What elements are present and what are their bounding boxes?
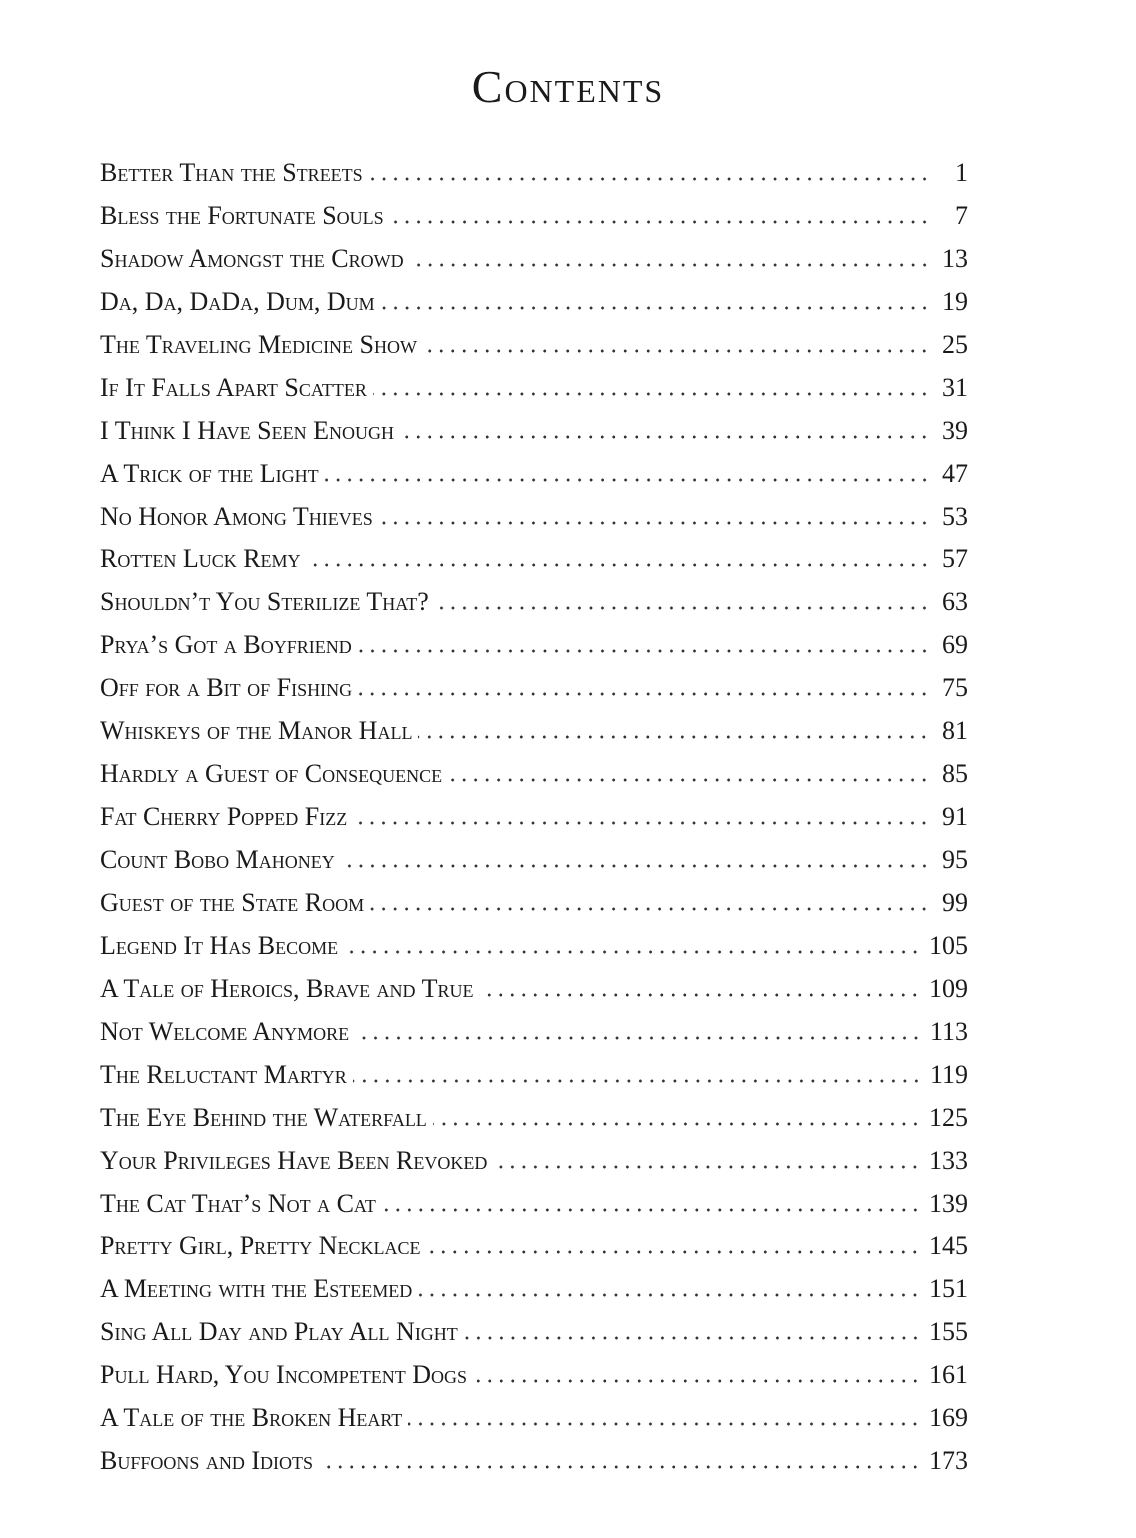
toc-entry [100, 971, 968, 1014]
dot-leader [418, 1273, 921, 1299]
entry-page-number: 155 [929, 1317, 968, 1347]
dot-leader [355, 1016, 922, 1042]
dot-leader [373, 372, 930, 398]
entry-title: Better Than the Streets [100, 158, 363, 187]
toc-entry [100, 1100, 968, 1143]
toc-entry [100, 413, 968, 456]
entry-page-number: 81 [942, 716, 968, 746]
entry-page-number: 13 [942, 243, 968, 273]
toc-entry [100, 1228, 968, 1271]
toc-entry [100, 713, 968, 756]
entry-title: If It Falls Apart Scatter [100, 372, 367, 402]
entry-page-number: 145 [929, 1231, 968, 1261]
entry-page-number: 139 [929, 1188, 968, 1218]
entry-title: Pretty Girl, Pretty Necklace [100, 1231, 421, 1261]
entry-title: Pull Hard, You Incompetent Dogs [100, 1360, 467, 1390]
dot-leader [423, 329, 930, 355]
entry-page-number: 85 [942, 759, 968, 789]
toc-entry [100, 284, 968, 327]
entry-page-number: 75 [942, 673, 968, 703]
toc-entry [100, 1014, 968, 1057]
entry-page-number: 133 [929, 1145, 968, 1175]
dot-leader [381, 286, 930, 312]
entry-title: No Honor Among Thieves [100, 501, 373, 531]
entry-page-number: 7 [955, 200, 968, 230]
toc-entry [100, 799, 968, 842]
entry-page-number: 119 [929, 1059, 968, 1089]
entry-page-number: 53 [942, 501, 968, 531]
entry-title: Da, Da, DaDa, Dum, Dum [100, 286, 375, 316]
entry-title: The Reluctant Martyr [100, 1059, 347, 1089]
toc-entry [100, 1143, 968, 1186]
dot-leader [426, 1230, 921, 1256]
entry-page-number: 39 [942, 415, 968, 445]
entry-title: Your Privileges Have Been Revoked [100, 1145, 488, 1175]
dot-leader [418, 715, 930, 741]
page-title: Contents [471, 61, 665, 112]
toc-entry [100, 241, 968, 284]
entry-title: Rotten Luck Remy [100, 544, 301, 574]
entry-title: Prya’s Got a Boyfriend [100, 630, 352, 660]
dot-leader [464, 1316, 921, 1342]
toc-entry [100, 756, 968, 799]
entry-title: Hardly a Guest of Consequence [100, 759, 443, 789]
toc-entry [100, 1057, 968, 1100]
toc-entry [100, 1443, 968, 1486]
dot-leader [307, 543, 930, 569]
toc-entry [100, 456, 968, 499]
entry-title: A Tale of the Broken Heart [100, 1403, 403, 1433]
dot-leader [410, 243, 930, 269]
dot-leader [493, 1145, 921, 1171]
entry-page-number: 69 [942, 630, 968, 660]
dot-leader [369, 157, 930, 183]
entry-page-number: 57 [942, 544, 968, 574]
dot-leader [358, 629, 930, 655]
entry-page-number: 151 [929, 1274, 968, 1304]
dot-leader [479, 973, 921, 999]
entry-title: A Trick of the Light [100, 458, 319, 488]
entry-title: Whiskeys of the Manor Hall [100, 716, 413, 746]
entry-title: Fat Cherry Popped Fizz [100, 802, 348, 832]
toc-entry [100, 1400, 968, 1443]
toc-entry [100, 670, 968, 713]
entry-title: A Tale of Heroics, Brave and True [100, 973, 474, 1003]
entry-page-number: 161 [929, 1360, 968, 1390]
entry-page-number: 169 [929, 1403, 968, 1433]
entry-page-number: 173 [929, 1446, 968, 1476]
dot-leader [448, 758, 930, 784]
dot-leader [473, 1359, 921, 1385]
entry-title: Bless the Fortunate Souls [100, 200, 384, 230]
toc-entry [100, 928, 968, 971]
dot-leader [408, 1402, 921, 1428]
dot-leader [341, 844, 930, 870]
dot-leader [382, 1188, 921, 1214]
entry-page-number: 19 [942, 286, 968, 316]
entry-title: The Traveling Medicine Show [100, 329, 418, 359]
entry-title: The Cat That’s Not a Cat [100, 1188, 376, 1218]
dot-leader [319, 1445, 921, 1471]
dot-leader [435, 586, 930, 612]
entry-page-number: 99 [942, 887, 968, 917]
toc-entry [100, 541, 968, 584]
entry-page-number: 109 [929, 973, 968, 1003]
toc-entry [100, 1186, 968, 1229]
entry-title: Legend It Has Become [100, 930, 339, 960]
entry-title: Shouldn’t You Sterilize That? [100, 587, 429, 617]
entry-page-number: 25 [942, 329, 968, 359]
entry-page-number: 47 [942, 458, 968, 488]
dot-leader [370, 887, 930, 913]
entry-title: Guest of the State Room [100, 887, 365, 917]
entry-title: The Eye Behind the Waterfall [100, 1102, 427, 1132]
entry-title: I Think I Have Seen Enough [100, 415, 394, 445]
toc-entry [100, 627, 968, 670]
dot-leader [353, 1059, 922, 1085]
dot-leader [379, 501, 930, 527]
toc-entry [100, 584, 968, 627]
toc-entry [100, 499, 968, 542]
entry-title: Off for a Bit of Fishing [100, 673, 353, 703]
dot-leader [325, 458, 930, 484]
entry-title: Not Welcome Anymore [100, 1016, 350, 1046]
entry-title: Count Bobo Mahoney [100, 845, 335, 874]
entry-title: Buffoons and Idiots [100, 1446, 314, 1476]
toc-entry [100, 198, 968, 241]
dot-leader [358, 672, 930, 698]
dot-leader [400, 415, 930, 441]
toc-entry [100, 1357, 968, 1400]
entry-page-number: 91 [942, 802, 968, 832]
dot-leader [344, 930, 921, 956]
entry-page-number: 63 [942, 587, 968, 617]
toc-entry [100, 155, 968, 198]
entry-page-number: 105 [929, 930, 968, 960]
dot-leader [390, 200, 930, 226]
entry-title: Sing All Day and Play All Night [100, 1317, 458, 1347]
toc-entry [100, 370, 968, 413]
entry-page-number: 1 [955, 158, 968, 187]
toc-entry [100, 842, 968, 885]
toc-entry [100, 885, 968, 928]
table-of-contents [100, 155, 968, 1486]
entry-page-number: 95 [942, 845, 968, 874]
toc-entry [100, 1314, 968, 1357]
entry-title: A Meeting with the Esteemed [100, 1274, 413, 1304]
entry-page-number: 125 [929, 1102, 968, 1132]
dot-leader [433, 1102, 921, 1128]
entry-page-number: 31 [942, 372, 968, 402]
entry-title: Shadow Amongst the Crowd [100, 243, 404, 273]
toc-entry [100, 1271, 968, 1314]
dot-leader [353, 801, 930, 827]
entry-page-number: 113 [929, 1016, 968, 1046]
toc-entry [100, 327, 968, 370]
